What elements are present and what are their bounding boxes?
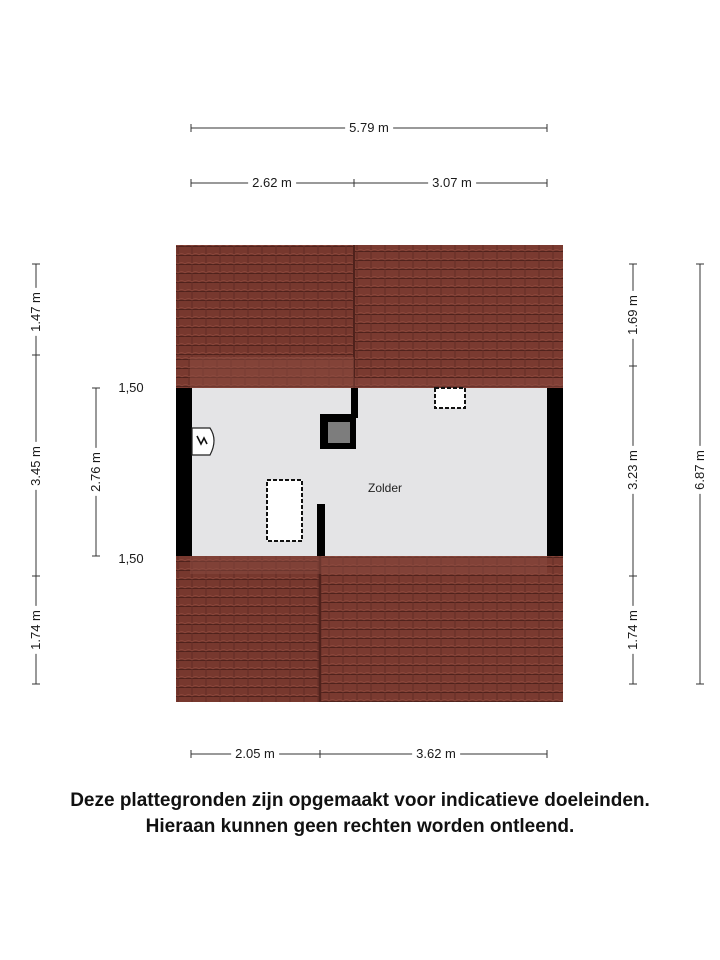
roof-top (176, 245, 563, 388)
dim-right-total: 6.87 m (692, 446, 708, 494)
disclaimer-line-2: Hieraan kunnen geen rechten worden ontleend. (145, 816, 575, 837)
room-label-zolder: Zolder (367, 481, 403, 495)
dim-right-top: 1.69 m (625, 291, 641, 339)
dim-left-bottom: 1.74 m (28, 606, 44, 654)
dim-right-middle: 3.23 m (625, 446, 641, 494)
dim-left-middle: 3.45 m (28, 442, 44, 490)
dim-bottom-right: 3.62 m (412, 746, 460, 762)
attic-floor (176, 388, 563, 556)
dim-right-bottom: 1.74 m (625, 606, 641, 654)
dim-top-right: 3.07 m (428, 175, 476, 191)
dim-left-top: 1.47 m (28, 288, 44, 336)
disclaimer-line-1: Deze plattegronden zijn opgemaakt voor indicatieve doeleinden. (70, 790, 650, 811)
dim-top-left: 2.62 m (248, 175, 296, 191)
boiler-unit (192, 428, 214, 455)
dim-bottom-left: 2.05 m (231, 746, 279, 762)
chimney (320, 414, 356, 449)
height-lower: 1,50 (118, 551, 144, 566)
skylight (267, 480, 302, 541)
dim-left-inner: 2.76 m (88, 448, 104, 496)
height-upper: 1,50 (118, 380, 144, 395)
dim-top-total: 5.79 m (345, 120, 393, 136)
roof-hatch (435, 388, 465, 408)
roof-bottom (176, 556, 563, 702)
